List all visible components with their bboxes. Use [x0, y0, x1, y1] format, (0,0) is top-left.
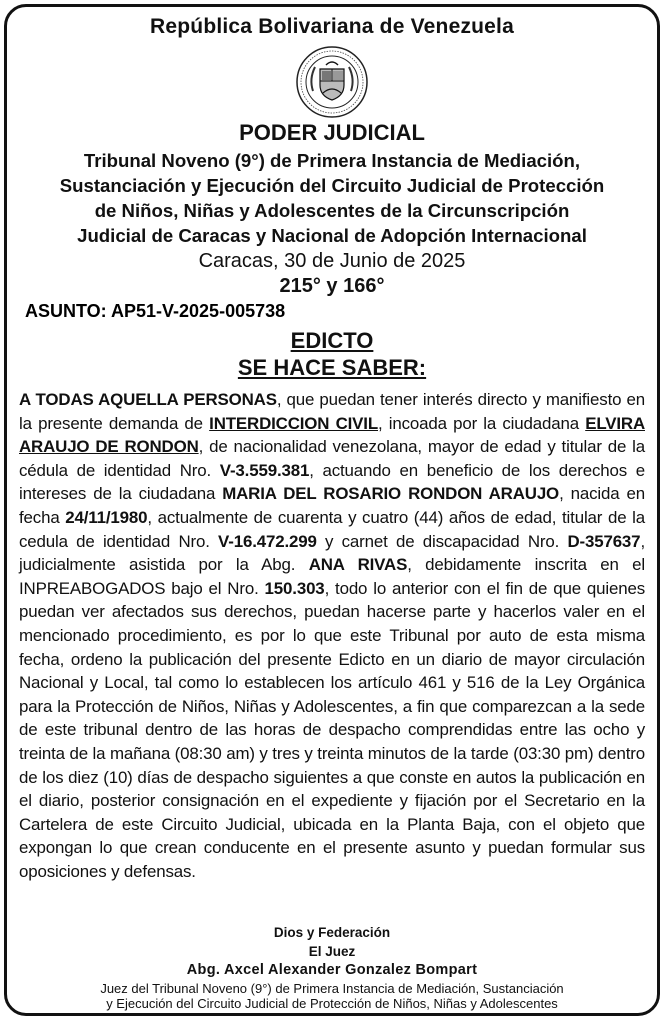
se-hace-saber-label: SE HACE SABER:: [237, 355, 427, 380]
edict-title: [7, 327, 657, 381]
tribunal-line: Judicial de Caracas y Nacional de Adopción Internacional: [77, 225, 587, 246]
body-text: , todo lo anterior con el fin de que quienes puedan ver afectados sus derechos, puedan hacerse parte y hacerlos valer en el mencionado procedimiento, es por lo que este Tribunal por auto de esta misma fecha, ordeno la publicación del presente Edicto en un diario de mayor circulación Nacional y Local, tal como lo establecen los artículo 461 y 516 de la Ley Orgánica para la Protección de Niños, Niñas y Adolescentes, a fin que comparezcan a la sede de este tribunal dentro de las horas de despacho comprendidas entre las ocho y treinta de la mañana (08:30 am) y tres y treinta minutos de la tarde (03:30 pm) dentro de los diez (10) días de despacho siguientes a que conste en autos la publicación en el diario, posterior consignación en el expediente y fijación por el Secretario en la Cartelera de este Circuito Judicial, ubicada en la Planta Baja, con el objeto que expongan lo que crean conducente en el presente asunto y puedan formular sus oposiciones y defensas.: [19, 578, 645, 881]
signature-role: El Juez: [308, 944, 356, 959]
city-date: Caracas, 30 de Junio de 2025: [198, 250, 466, 272]
poder-judicial-title: PODER JUDICIAL: [239, 120, 425, 145]
body-text: , actualmente de cuarenta y cuatro (44) años de edad, titular de la cedula de identidad Nro.: [19, 507, 645, 551]
edict-frame: [4, 4, 660, 1016]
attorney-name: ANA RIVAS: [308, 555, 408, 575]
signature-greeting: Dios y Federación: [273, 925, 391, 940]
tribunal-line: Sustanciación y Ejecución del Circuito Judicial de Protección: [59, 175, 605, 196]
tribunal-name: [17, 148, 647, 248]
inpre-number: 150.303: [264, 578, 325, 598]
tribunal-line: Tribunal Noveno (9°) de Primera Instancia de Mediación,: [83, 150, 581, 171]
republic-heading: República Bolivariana de Venezuela: [150, 15, 514, 38]
footer-line: Juez del Tribunal Noveno (9°) de Primera Instancia de Mediación, Sustanciación: [100, 981, 564, 996]
beneficiary-name: MARIA DEL ROSARIO RONDON ARAUJO: [222, 484, 560, 504]
demand-type: INTERDICCION CIVIL: [209, 413, 378, 433]
addressee: A TODAS AQUELLA PERSONAS: [19, 390, 277, 409]
body-text: , que puedan tener interés directo y manifiesto en la presente demanda de: [19, 390, 645, 433]
petitioner-name: ELVIRA ARAUJO DE RONDON: [19, 413, 645, 457]
judge-footer: [17, 981, 647, 1011]
beneficiary-id: V-16.472.299: [218, 531, 317, 551]
edict-body: [19, 388, 645, 883]
birth-date: 24/11/1980: [65, 507, 148, 527]
judge-name: Abg. Axcel Alexander Gonzalez Bompart: [186, 962, 478, 978]
coat-of-arms-seal: [295, 45, 369, 119]
tribunal-line: de Niños, Niñas y Adolescentes de la Circunscripción: [94, 200, 570, 221]
body-text: , judicialmente asistida por la Abg.: [19, 531, 645, 575]
case-number: ASUNTO: AP51-V-2025-005738: [25, 301, 286, 321]
footer-line: y Ejecución del Circuito Judicial de Protección de Niños, Niñas y Adolescentes: [106, 996, 558, 1011]
years-number: 215° y 166°: [279, 275, 385, 297]
petitioner-id: V-3.559.381: [219, 460, 310, 480]
body-text: , actuando en beneficio de los derechos e intereses de la ciudadana: [19, 460, 645, 504]
body-text: , incoada por la ciudadana: [378, 413, 586, 433]
body-text: y carnet de discapacidad Nro.: [316, 531, 568, 551]
body-text: , debidamente inscrita en el INPREABOGADOS bajo el Nro.: [19, 555, 645, 598]
body-text: , nacida en fecha: [19, 484, 646, 527]
body-text: , de nacionalidad venezolana, mayor de edad y titular de la cédula de identidad Nro.: [19, 437, 645, 480]
disability-card: D-357637: [567, 531, 641, 551]
edicto-label: EDICTO: [290, 328, 374, 353]
